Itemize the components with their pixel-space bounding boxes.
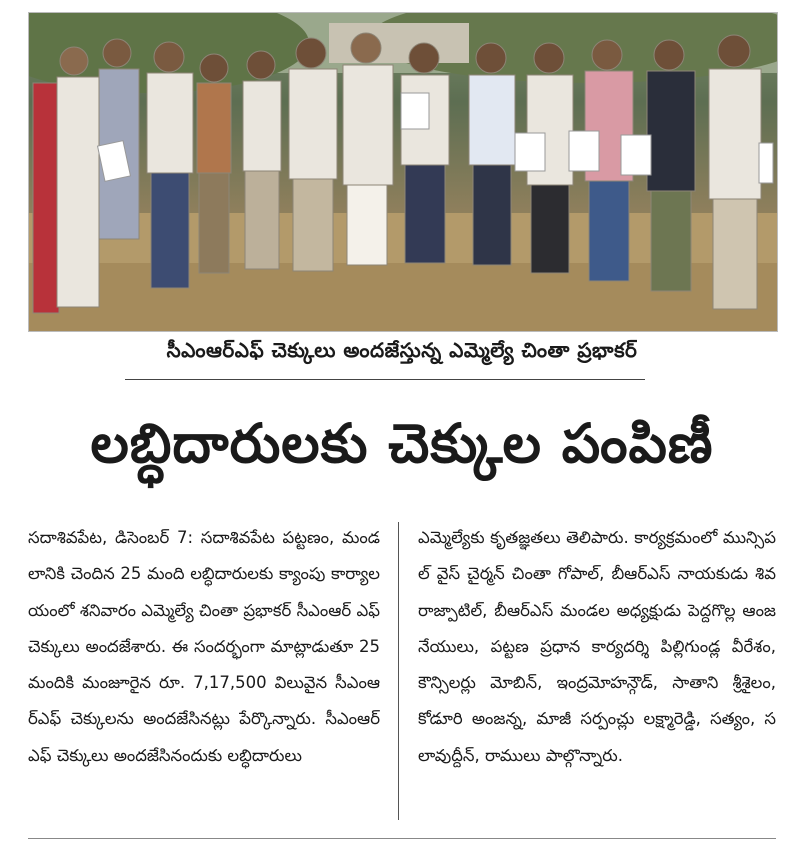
news-photo (28, 12, 778, 332)
group-photo-illustration (29, 13, 777, 331)
bottom-border (28, 838, 776, 839)
headline: లబ్ధిదారులకు చెక్కుల పంపిణీ (90, 412, 714, 475)
article-body-column-2: ఎమ్మెల్యేకు కృతజ్ఞతలు తెలిపారు. కార్యక్రమంలో మున్సిపల్ వైస్ చైర్మన్ చింతా గోపాల్, బీఆర్ఎస్ నాయకుడు శివరాజ్పాటిల్, బీఆర్ఎస్ మండల అధ్యక్షుడు పెద్దగొల్ల ఆంజనేయులు, పట్టణ ప్రధాన కార్యదర్శి పిల్లిగుండ్ల వీరేశం, కౌన్సిలర్లు మోబిన్, ఇంద్రమోహన్గౌడ్, సాతాని శ్రీశైలం, కోడూరి అంజన్న, మాజీ సర్పంచ్లు లక్ష్మారెడ్డి, సత్యం, సలావుద్దీన్, రాములు పాల్గొన్నారు. (418, 528, 776, 765)
article-body-column-1: సదాశివపేట, డిసెంబర్ 7: సదాశివపేట పట్టణం, మండలానికి చెందిన 25 మంది లబ్ధిదారులకు క్యాంపు కార్యాలయంలో శనివారం ఎమ్మెల్యే చింతా ప్రభాకర్ సీఎంఆర్ ఎఫ్ చెక్కులు అందజేశారు. ఈ సందర్భంగా మాట్లాడుతూ 25 మందికి మంజూరైన రూ. 7,17,500 విలువైన సీఎంఆర్ఎఫ్ చెక్కులను అందజేసినట్లు పేర్కొన్నారు. సీఎంఆర్ ఎఫ్ చెక్కులు అందజేసినందుకు లబ్ధిదారులు (28, 528, 380, 765)
photo-caption: సీఎంఆర్ఎఫ్ చెక్కులు అందజేస్తున్న ఎమ్మెల్యే చింతా ప్రభాకర్ (166, 338, 638, 362)
caption-divider (125, 379, 645, 380)
column-divider (398, 522, 399, 820)
